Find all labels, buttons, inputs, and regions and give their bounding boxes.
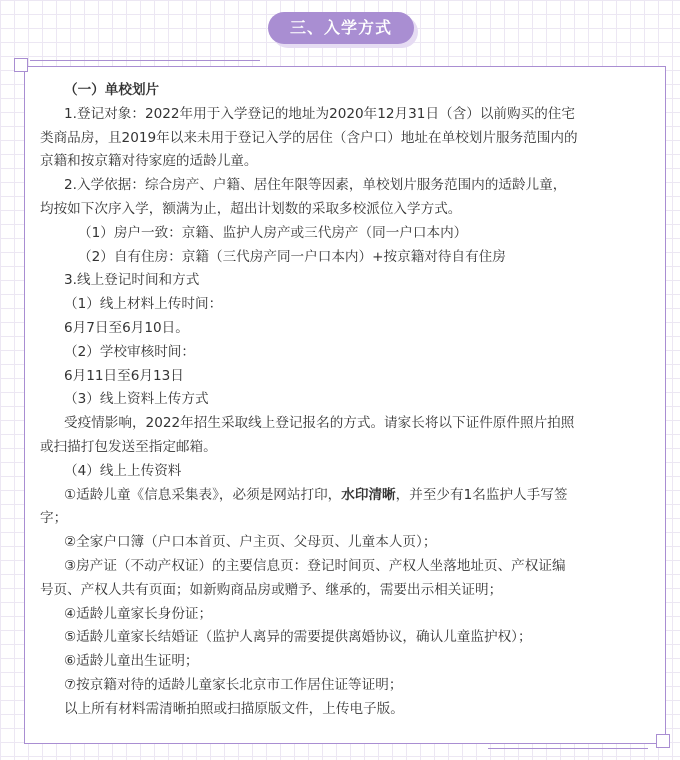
material-item-6: ⑥适龄儿童出生证明； bbox=[64, 653, 199, 670]
upload-method-line-2: 或扫描打包发送至指定邮箱。 bbox=[40, 438, 217, 455]
registration-target-line-2: 类商品房，且2019年以来未用于登记入学的居住（含户口）地址在单校划片服务范围内的 bbox=[40, 129, 578, 146]
material-item-4: ④适龄儿童家长身份证； bbox=[64, 605, 213, 622]
material-1-text-b: ，并至少有1名监护人手写签 bbox=[395, 486, 568, 503]
upload-method-label: （3）线上资料上传方式 bbox=[64, 391, 209, 408]
materials-label: （4）线上上传资料 bbox=[64, 462, 182, 479]
material-item-1 bbox=[64, 484, 652, 508]
material-item-5: ⑤适龄儿童家长结婚证（监护人离异的需要提供离婚协议，确认儿童监护权）； bbox=[64, 629, 532, 646]
basis-line-2: 均按如下次序入学，额满为止，超出计划数的采取多校派位入学方式。 bbox=[40, 200, 462, 217]
upload-time-value: 6月7日至6月10日。 bbox=[64, 319, 189, 336]
decor-corner-top-left bbox=[14, 58, 28, 72]
material-1-text-a: ①适龄儿童《信息采集表》，必须是网站打印， bbox=[64, 486, 342, 503]
upload-method-line-1: 受疫情影响，2022年招生采取线上登记报名的方式。请家长将以下证件原件照片拍照 bbox=[64, 415, 575, 432]
registration-target-line-1: 1.登记对象：2022年用于入学登记的地址为2020年12月31日（含）以前购买的住宅 bbox=[64, 105, 575, 122]
section-title-badge bbox=[268, 12, 418, 48]
online-title: 3.线上登记时间和方式 bbox=[64, 272, 200, 289]
material-item-7: ⑦按京籍对待的适龄儿童家长北京市工作居住证等证明； bbox=[64, 676, 403, 693]
basis-order-1: （1）房户一致：京籍、监护人房产或三代房产（同一户口本内） bbox=[78, 224, 468, 241]
material-item-3-cont: 号页、产权人共有页面；如新购商品房或赠予、继承的，需要出示相关证明； bbox=[40, 581, 503, 598]
upload-time-label: （1）线上材料上传时间： bbox=[64, 296, 223, 313]
material-item-1-cont: 字； bbox=[40, 510, 68, 527]
review-time-label: （2）学校审核时间： bbox=[64, 343, 195, 360]
material-item-3: ③房产证（不动产权证）的主要信息页：登记时间页、产权人坐落地址页、产权证编 bbox=[64, 557, 566, 574]
review-time-value: 6月11日至6月13日 bbox=[64, 367, 184, 384]
section-title: 三、入学方式 bbox=[268, 12, 414, 44]
basis-line-1: 2.入学依据：综合房产、户籍、居住年限等因素，单校划片服务范围内的适龄儿童， bbox=[64, 177, 567, 194]
decor-corner-bottom-right bbox=[656, 734, 670, 748]
decor-line-bottom bbox=[488, 748, 648, 749]
article-body bbox=[40, 79, 652, 722]
decor-line-top bbox=[30, 60, 260, 61]
materials-final-note: 以上所有材料需清晰拍照或扫描原版文件，上传电子版。 bbox=[64, 700, 404, 717]
basis-order-2: （2）自有住房：京籍（三代房产同一户口本内）+按京籍对待自有住房 bbox=[78, 248, 506, 265]
material-item-2: ②全家户口簿（户口本首页、户主页、父母页、儿童本人页）； bbox=[64, 534, 437, 551]
material-1-emphasis: 水印清晰 bbox=[341, 486, 396, 503]
registration-target-line-3: 京籍和按京籍对待家庭的适龄儿童。 bbox=[40, 153, 258, 170]
subsection-heading: （一）单校划片 bbox=[64, 82, 160, 98]
